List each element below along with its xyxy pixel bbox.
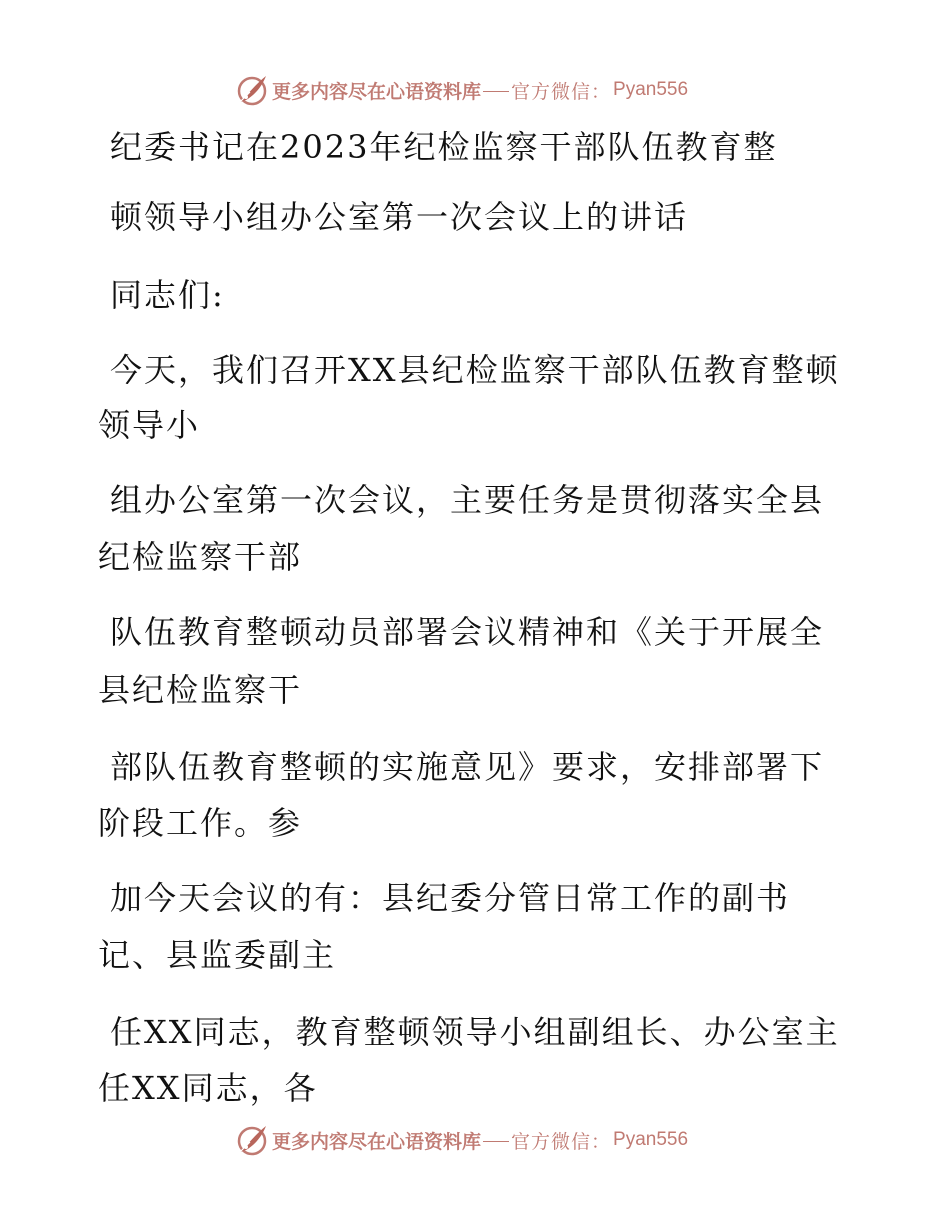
banner-brand-text: 更多内容尽在心语资料库 — [272, 1130, 482, 1153]
body-line: 加今天会议的有：县纪委分管日常工作的副书 — [110, 879, 791, 917]
body-line: 领导小 — [98, 406, 201, 444]
header-banner — [234, 70, 688, 110]
salutation: 同志们: — [110, 276, 225, 314]
body-line: 纪检监察干部 — [98, 538, 303, 576]
body-line: 组办公室第一次会议，主要任务是贯彻落实全县 — [110, 481, 825, 519]
body-line: 记、县监委副主 — [98, 936, 337, 974]
title-line-2: 顿领导小组办公室第一次会议上的讲话 — [110, 198, 689, 236]
body-line: 任XX同志，教育整顿领导小组副组长、办公室主 — [110, 1013, 840, 1051]
banner-wechat-id: Pyan556 — [613, 1129, 689, 1150]
body-line: 任XX同志，各 — [98, 1069, 318, 1107]
banner-dash — [483, 91, 509, 92]
banner-dash — [483, 1141, 509, 1142]
body-line: 部队伍教育整顿的实施意见》要求，安排部署下 — [110, 748, 825, 786]
banner-wechat-id: Pyan556 — [613, 79, 689, 100]
body-line: 队伍教育整顿动员部署会议精神和《关于开展全 — [110, 613, 825, 651]
body-line: 县纪检监察干 — [98, 671, 303, 709]
banner-wechat-label: 官方微信： — [511, 1130, 612, 1153]
quill-logo-icon — [234, 72, 270, 108]
quill-logo-icon — [234, 1122, 270, 1158]
body-line: 今天，我们召开XX县纪检监察干部队伍教育整顿 — [110, 351, 840, 389]
title-line-1: 纪委书记在2023年纪检监察干部队伍教育整 — [110, 128, 778, 166]
body-line: 阶段工作。参 — [98, 804, 303, 842]
banner-wechat-label: 官方微信： — [511, 80, 612, 103]
banner-brand-text: 更多内容尽在心语资料库 — [272, 80, 482, 103]
footer-banner — [234, 1120, 688, 1160]
